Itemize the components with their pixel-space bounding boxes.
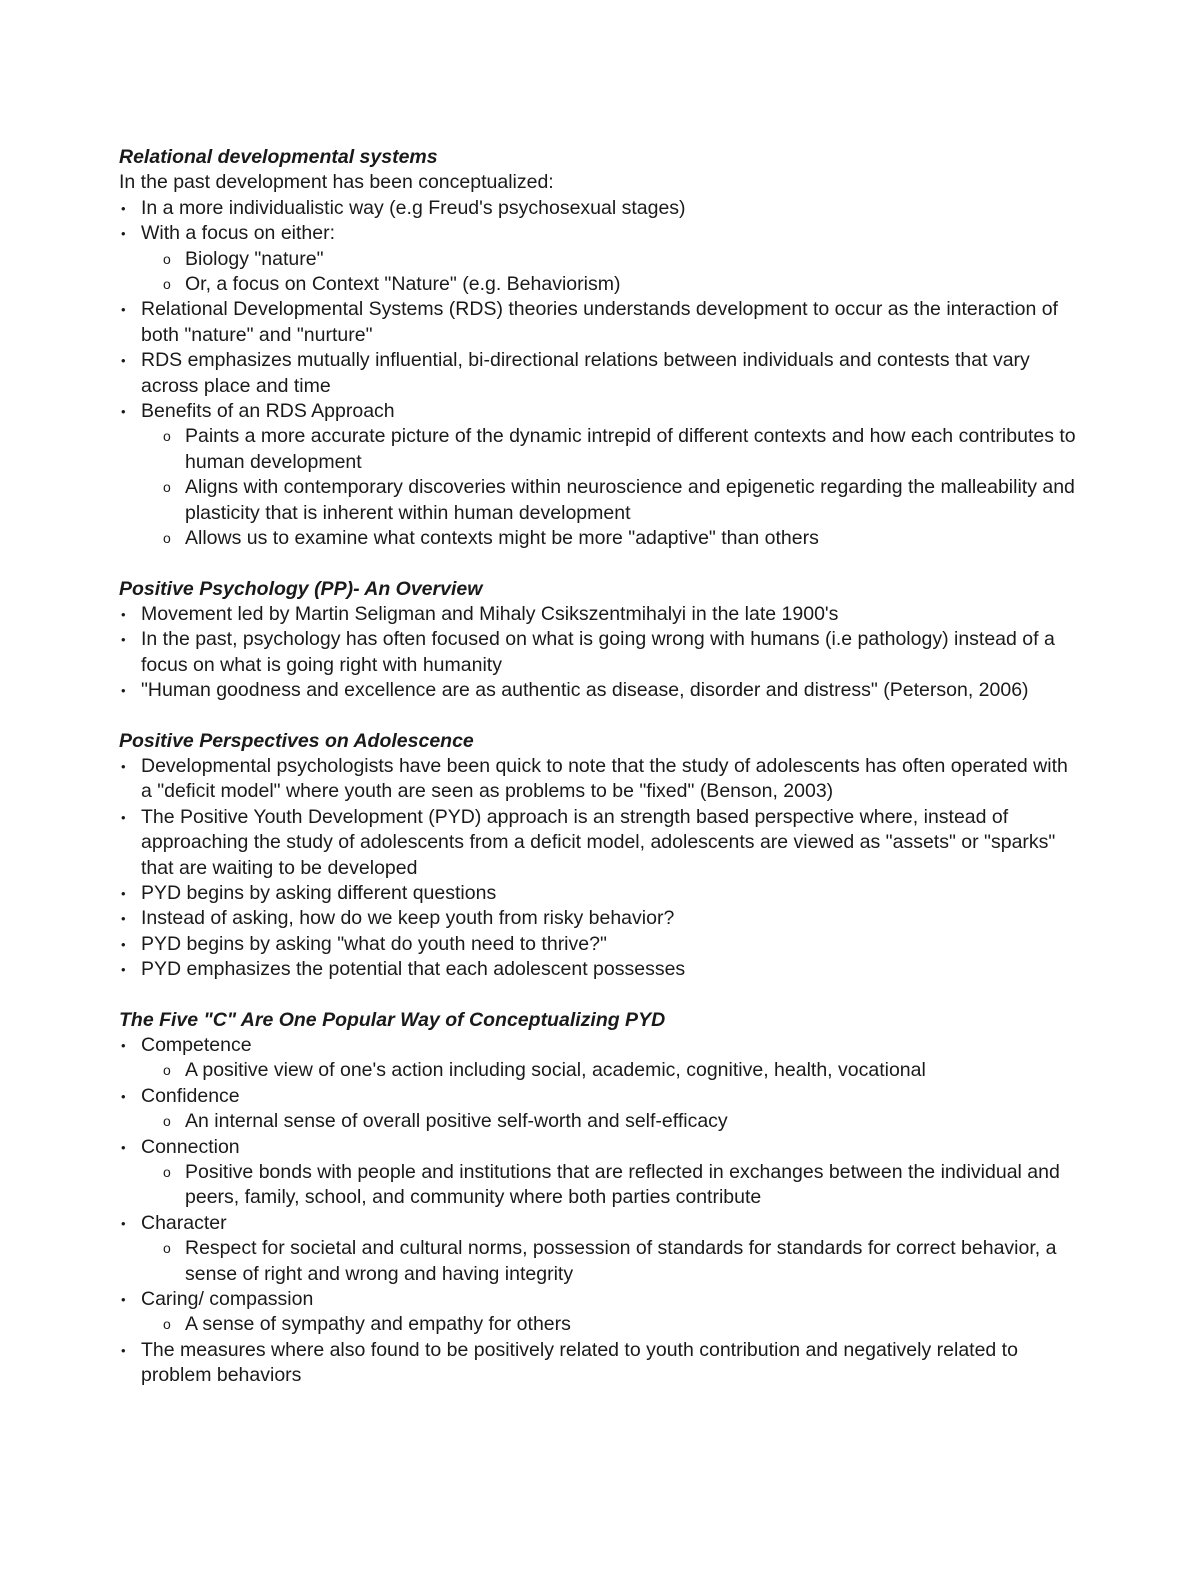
circle-bullet-icon: o: [163, 530, 171, 547]
list-item: [119, 754, 1079, 805]
sub-list-item-text: A positive view of one's action including social, academic, cognitive, health, vocational: [185, 1059, 926, 1082]
bullet-list: [119, 754, 1079, 983]
sub-list-item-text: Allows us to examine what contexts might be more "adaptive" than others: [185, 527, 819, 550]
list-item-text: PYD begins by asking "what do youth need to thrive?": [141, 932, 607, 955]
bullet-list: [119, 1033, 1079, 1389]
list-item: [119, 348, 1079, 399]
list-item: [119, 932, 1079, 957]
list-item: [119, 297, 1079, 348]
list-item-text: Connection: [141, 1135, 240, 1158]
circle-bullet-icon: o: [163, 479, 171, 496]
list-item-text: "Human goodness and excellence are as authentic as disease, disorder and distress" (Peterson, 2006): [141, 679, 1029, 702]
bullet-icon: •: [121, 1139, 126, 1155]
sub-list-item-text: Respect for societal and cultural norms, possession of standards for standards for correct behavior, a sense of right and wrong and having integrity: [185, 1237, 1057, 1285]
list-item: [119, 1211, 1079, 1287]
list-item: [119, 881, 1079, 906]
section: [119, 577, 1079, 704]
list-item: [119, 196, 1079, 221]
circle-bullet-icon: o: [163, 1113, 171, 1130]
sub-bullet-list: [119, 1312, 1079, 1337]
bullet-icon: •: [121, 936, 126, 952]
bullet-icon: •: [121, 302, 126, 318]
list-item: [119, 1033, 1079, 1084]
list-item: [119, 602, 1079, 627]
section: [119, 145, 1079, 552]
sub-list-item-text: An internal sense of overall positive self-worth and self-efficacy: [185, 1110, 728, 1133]
bullet-icon: •: [121, 226, 126, 242]
list-item-text: Relational Developmental Systems (RDS) theories understands development to occur as the interaction of both "nature" and "nurture": [141, 298, 1058, 346]
list-item: [119, 399, 1079, 551]
sub-bullet-list: [119, 1236, 1079, 1287]
bullet-icon: •: [121, 632, 126, 648]
list-item: [119, 957, 1079, 982]
section: [119, 1008, 1079, 1389]
list-item-text: PYD emphasizes the potential that each adolescent possesses: [141, 958, 686, 981]
sub-bullet-list: [119, 1109, 1079, 1134]
circle-bullet-icon: o: [163, 1316, 171, 1333]
sub-list-item-text: A sense of sympathy and empathy for others: [185, 1313, 571, 1336]
sub-list-item: [141, 526, 1079, 551]
list-item: [119, 627, 1079, 678]
sub-list-item: [141, 1236, 1079, 1287]
bullet-list: [119, 602, 1079, 704]
sub-bullet-list: [119, 1058, 1079, 1083]
list-item: [119, 221, 1079, 297]
sub-list-item: [141, 1058, 1079, 1083]
list-item-text: In the past, psychology has often focused on what is going wrong with humans (i.e pathology) instead of a focus on what is going right with humanity: [141, 628, 1055, 676]
list-item-text: Caring/ compassion: [141, 1288, 314, 1311]
bullet-icon: •: [121, 404, 126, 420]
list-item: [119, 906, 1079, 931]
sub-list-item-text: Paints a more accurate picture of the dynamic intrepid of different contexts and how each contributes to human development: [185, 425, 1076, 473]
list-item: [119, 678, 1079, 703]
section-heading: Positive Psychology (PP)- An Overview: [119, 577, 483, 600]
bullet-icon: •: [121, 1292, 126, 1308]
sub-list-item-text: Biology "nature": [185, 247, 324, 270]
sub-list-item: [141, 1312, 1079, 1337]
list-item-text: Confidence: [141, 1084, 240, 1107]
circle-bullet-icon: o: [163, 428, 171, 445]
sub-list-item: [141, 272, 1079, 297]
list-item: [119, 1287, 1079, 1338]
bullet-icon: •: [121, 1088, 126, 1104]
circle-bullet-icon: o: [163, 276, 171, 293]
document-page: [119, 145, 1079, 1414]
bullet-icon: •: [121, 962, 126, 978]
section-intro: In the past development has been conceptualized:: [119, 171, 554, 194]
sub-list-item: [141, 475, 1079, 526]
bullet-icon: •: [121, 606, 126, 622]
sub-list-item: [141, 247, 1079, 272]
sub-list-item-text: Aligns with contemporary discoveries within neuroscience and epigenetic regarding the malleability and plasticity that is inherent within human development: [185, 476, 1075, 524]
list-item: [119, 1338, 1079, 1389]
list-item-text: Movement led by Martin Seligman and Mihaly Csikszentmihalyi in the late 1900's: [141, 602, 839, 625]
bullet-icon: •: [121, 200, 126, 216]
list-item-text: With a focus on either:: [141, 222, 336, 245]
sub-list-item: [141, 424, 1079, 475]
bullet-icon: •: [121, 683, 126, 699]
list-item-text: Instead of asking, how do we keep youth from risky behavior?: [141, 907, 675, 930]
bullet-icon: •: [121, 809, 126, 825]
bullet-icon: •: [121, 885, 126, 901]
sub-list-item-text: Or, a focus on Context "Nature" (e.g. Behaviorism): [185, 273, 621, 296]
bullet-icon: •: [121, 1342, 126, 1358]
bullet-icon: •: [121, 1215, 126, 1231]
section-heading: Positive Perspectives on Adolescence: [119, 729, 474, 752]
sub-list-item-text: Positive bonds with people and institutions that are reflected in exchanges between the individual and peers, family, school, and community where both parties contribute: [185, 1161, 1060, 1209]
list-item-text: The Positive Youth Development (PYD) approach is an strength based perspective where, instead of approaching the study of adolescents from a deficit model, adolescents are viewed as "assets" or "sparks" that are waiting to be developed: [141, 805, 1056, 879]
list-item-text: PYD begins by asking different questions: [141, 881, 497, 904]
list-item-text: RDS emphasizes mutually influential, bi-directional relations between individuals and contests that vary across place and time: [141, 349, 1030, 397]
list-item-text: Developmental psychologists have been quick to note that the study of adolescents has often operated with a "deficit model" where youth are seen as problems to be "fixed" (Benson, 2003): [141, 754, 1068, 803]
circle-bullet-icon: o: [163, 1062, 171, 1079]
sub-bullet-list: [119, 424, 1079, 551]
list-item-text: The measures where also found to be positively related to youth contribution and negatively related to problem behaviors: [141, 1338, 1018, 1387]
bullet-list: [119, 196, 1079, 552]
circle-bullet-icon: o: [163, 1164, 171, 1181]
bullet-icon: •: [121, 758, 126, 774]
section: [119, 729, 1079, 983]
list-item-text: In a more individualistic way (e.g Freud's psychosexual stages): [141, 196, 686, 219]
list-item-text: Benefits of an RDS Approach: [141, 400, 395, 423]
bullet-icon: •: [121, 353, 126, 369]
circle-bullet-icon: o: [163, 1240, 171, 1257]
bullet-icon: •: [121, 911, 126, 927]
list-item: [119, 1135, 1079, 1211]
section-heading: Relational developmental systems: [119, 146, 438, 168]
list-item: [119, 1084, 1079, 1135]
sub-list-item: [141, 1160, 1079, 1211]
list-item: [119, 805, 1079, 881]
circle-bullet-icon: o: [163, 250, 171, 267]
bullet-icon: •: [121, 1038, 126, 1053]
list-item-text: Character: [141, 1211, 227, 1234]
list-item-text: Competence: [141, 1034, 252, 1056]
sub-bullet-list: [119, 247, 1079, 298]
sub-list-item: [141, 1109, 1079, 1134]
sub-bullet-list: [119, 1160, 1079, 1211]
section-heading: The Five "C" Are One Popular Way of Conceptualizing PYD: [119, 1008, 666, 1031]
